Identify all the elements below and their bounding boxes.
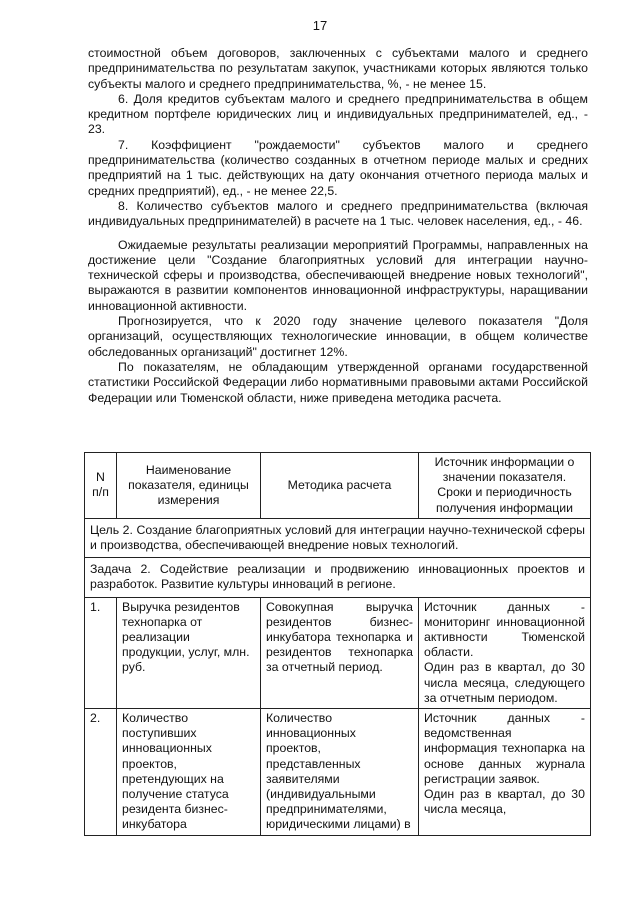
goal-text: Цель 2. Создание благоприятных условий для интеграции научно-технической сферы и производства, обеспечивающей внедрение новых технологий. <box>85 518 591 557</box>
paragraph: 6. Доля кредитов субъектам малого и среднего предпринимательства в общем кредитном портфеле юридических лиц и индивидуальных предпринимателей, ед., - 23. <box>88 91 588 137</box>
row-source-text: Источник данных - мониторинг инновационной активности Тюменской области. <box>424 599 585 660</box>
goal-row <box>85 518 591 557</box>
row-source-period: Один раз в квартал, до 30 числа месяца, следующего за отчетным периодом. <box>424 660 585 705</box>
table-row <box>85 709 591 836</box>
row-name: Количество поступивших инновационных проектов, претендующих на получение статуса резидента бизнес-инкубатора <box>117 709 261 836</box>
header-source: Источник информации о значении показателя. Сроки и периодичность получения информации <box>419 453 591 519</box>
table-header-row <box>85 453 591 519</box>
paragraph: 7. Коэффициент "рождаемости" субъектов малого и среднего предпринимательства (количество созданных в отчетном периоде малых и средних предприятий на 1 тыс. действующих на дату окончания отчетного периода малых и средних предприятий), ед., - не менее 22,5. <box>88 137 588 198</box>
row-num: 2. <box>85 709 117 836</box>
row-source <box>419 597 591 708</box>
paragraph: стоимостной объем договоров, заключенных с субъектами малого и среднего предпринимательства по результатам закупок, участниками которых являются только субъекты малого и среднего предпринимательства, %, - не менее 15. <box>88 46 588 91</box>
task-row <box>85 558 591 597</box>
header-method: Методика расчета <box>261 453 419 519</box>
header-name: Наименование показателя, единицы измерения <box>117 453 261 519</box>
row-num: 1. <box>85 597 117 708</box>
header-num: N п/п <box>85 453 117 519</box>
page-number: 17 <box>312 18 328 33</box>
indicator-table <box>84 452 591 836</box>
row-name: Выручка резидентов технопарка от реализации продукции, услуг, млн. руб. <box>117 597 261 708</box>
paragraph: 8. Количество субъектов малого и среднего предпринимательства (включая индивидуальных предпринимателей) в расчете на 1 тыс. человек населения, ед., - 46. <box>88 198 588 229</box>
paragraph: Ожидаемые результаты реализации мероприятий Программы, направленных на достижение цели "Создание благоприятных условий для интеграции научно-технической сферы и производства, обеспечивающей внедрение новых технологий", выражаются в развитии компонентов инновационной инфраструктуры, наращивании инновационной активности. <box>88 237 588 313</box>
task-text: Задача 2. Содействие реализации и продвижению инновационных проектов и разработок. Развитие культуры инноваций в регионе. <box>85 558 591 597</box>
row-method: Совокупная выручка резидентов бизнес-инкубатора технопарка и резидентов технопарка за отчетный период. <box>261 597 419 708</box>
row-source <box>419 709 591 836</box>
paragraph: Прогнозируется, что к 2020 году значение целевого показателя "Доля организаций, осуществляющих технологические инновации, в общем количестве обследованных организаций" достигнет 12%. <box>88 314 588 359</box>
paragraph: По показателям, не обладающим утвержденной органами государственной статистики Российской Федерации либо нормативными правовыми актами Российской Федерации или Тюменской области, ниже приведена методика расчета. <box>88 359 588 405</box>
row-source-period: Один раз в квартал, до 30 числа месяца, <box>424 787 585 817</box>
row-source-text: Источник данных - ведомственная информация технопарка на основе данных журнала регистрации заявок. <box>424 711 585 786</box>
row-method: Количество инновационных проектов, представленных заявителями (индивидуальными предпринимателями, юридическими лицами) в <box>261 709 419 836</box>
body-text <box>88 46 588 406</box>
table-row <box>85 597 591 708</box>
